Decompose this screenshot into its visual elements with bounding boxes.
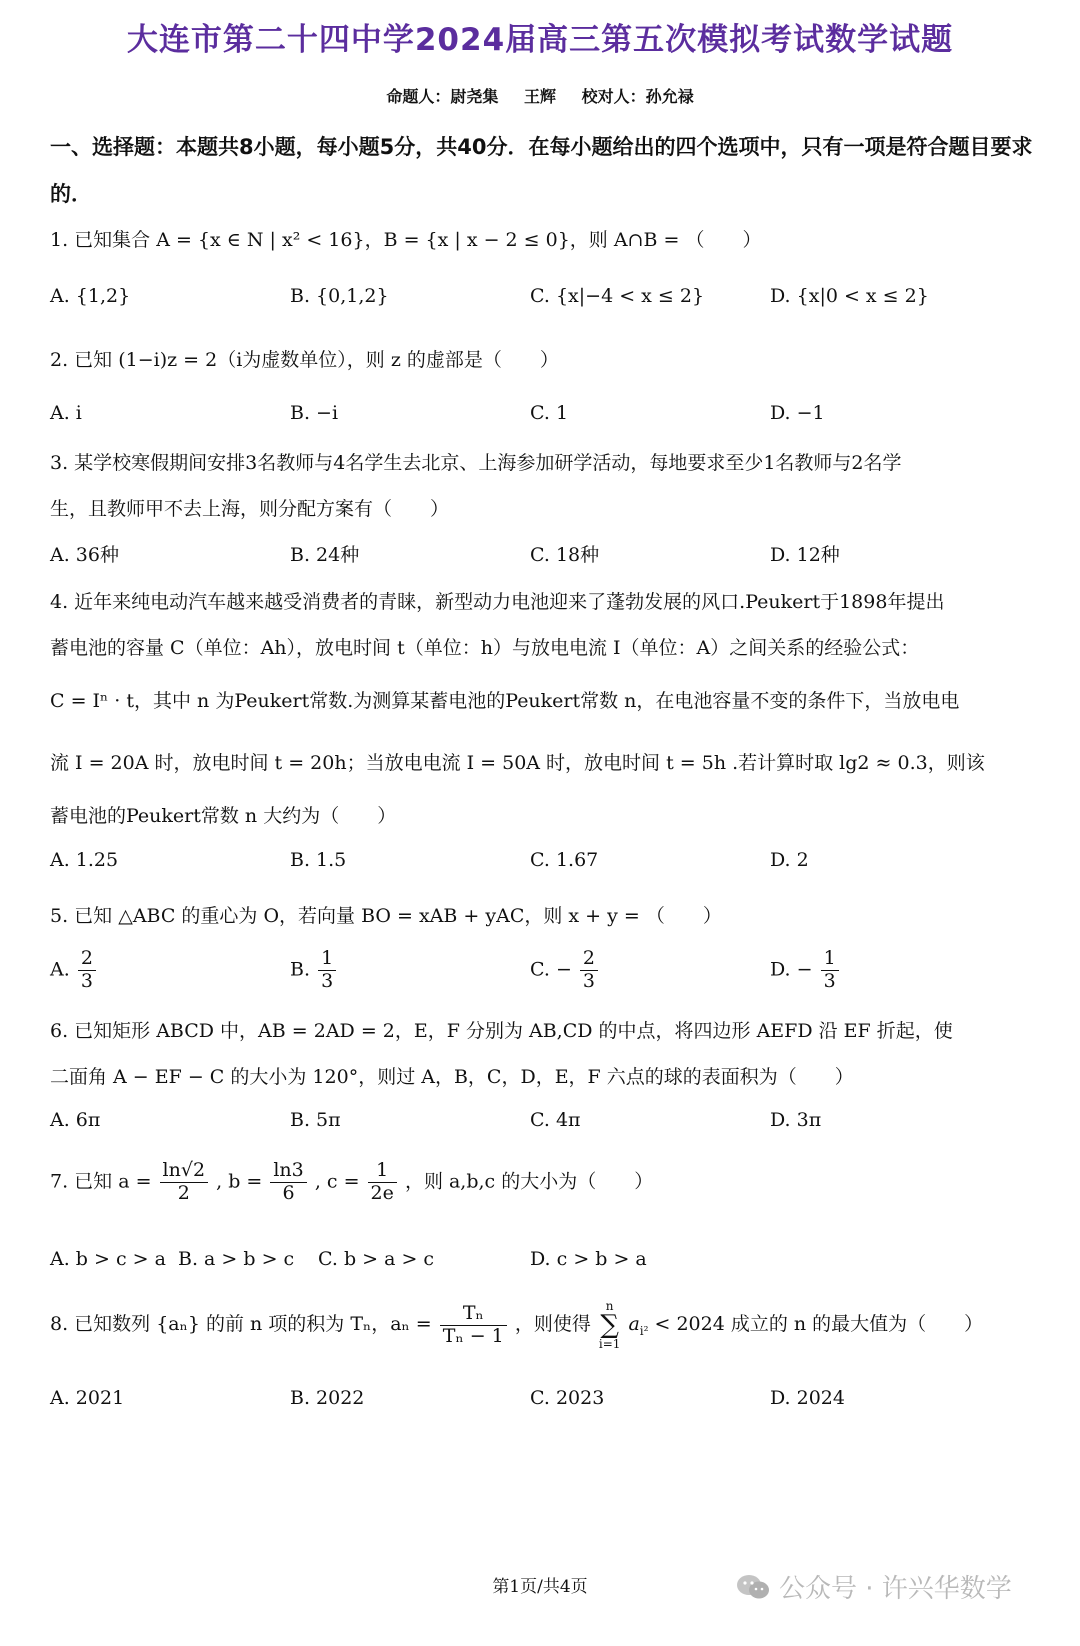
question-4-stem-line-4: 流 I = 20A 时，放电时间 t = 20h；当放电电流 I = 50A 时，放电时间 t = 5h .若计算时取 lg2 ≈ 0.3，则该 xyxy=(50,752,985,774)
stem-suffix: < 2024 成立的 n 的最大值为（ ） xyxy=(654,1313,984,1335)
fraction-denominator: 2 xyxy=(177,1181,190,1204)
question-3-stem-line-2: 生，且教师甲不去上海，则分配方案有（ ） xyxy=(50,498,450,520)
question-4-option-c: C. 1.67 xyxy=(530,849,599,871)
fraction xyxy=(78,948,96,993)
option-letter: C. − xyxy=(530,958,572,981)
question-6-option-c: C. 4π xyxy=(530,1109,581,1131)
authors-line xyxy=(0,84,1080,107)
question-1-option-d: D. {x|0 < x ≤ 2} xyxy=(770,285,929,307)
question-3-option-a: A. 36种 xyxy=(50,544,119,566)
question-2-option-b: B. −i xyxy=(290,402,339,424)
question-7-option-b: B. a > b > c xyxy=(178,1248,295,1270)
fraction-denominator: 3 xyxy=(582,969,595,992)
question-8-option-d: D. 2024 xyxy=(770,1387,845,1409)
question-3-option-b: B. 24种 xyxy=(290,544,360,566)
question-2-option-d: D. −1 xyxy=(770,402,825,424)
sum-term-subscript: i² xyxy=(639,1323,649,1338)
question-7-option-d: D. c > b > a xyxy=(530,1248,647,1270)
question-1-option-c: C. {x|−4 < x ≤ 2} xyxy=(530,285,705,307)
checker: 校对人：孙允禄 xyxy=(581,87,694,106)
question-8-option-a: A. 2021 xyxy=(50,1387,125,1409)
fraction-denominator: 6 xyxy=(282,1181,295,1204)
watermark-text: 公众号 · 许兴华数学 xyxy=(779,1574,1012,1604)
sum-symbol: ∑ xyxy=(600,1310,619,1340)
stem-prefix: 7. 已知 a = xyxy=(50,1170,152,1193)
wechat-icon xyxy=(735,1573,771,1601)
question-8-stem xyxy=(50,1300,1060,1350)
fraction-numerator: 1 xyxy=(368,1160,397,1183)
fraction xyxy=(440,1303,507,1348)
question-5-option-a xyxy=(50,948,98,993)
question-7-option-a: A. b > c > a xyxy=(50,1248,166,1270)
fraction-numerator: 2 xyxy=(580,948,598,971)
fraction-numerator: 2 xyxy=(78,948,96,971)
option-letter: A. xyxy=(50,958,70,981)
question-6-stem-line-2: 二面角 A − EF − C 的大小为 120°，则过 A，B，C，D，E，F 六点的球的表面积为（ ） xyxy=(50,1066,854,1088)
fraction-numerator: 1 xyxy=(318,948,336,971)
question-5-option-b xyxy=(290,948,338,993)
sum-upper-limit: n xyxy=(605,1299,614,1313)
question-4-option-d: D. 2 xyxy=(770,849,809,871)
stem-mid: ，则使得 xyxy=(514,1313,591,1335)
question-5-option-c xyxy=(530,948,600,993)
watermark xyxy=(735,1568,1012,1605)
question-6-option-b: B. 5π xyxy=(290,1109,341,1131)
sum-term: a xyxy=(628,1313,640,1335)
question-6-option-d: D. 3π xyxy=(770,1109,822,1131)
sum-lower-limit: i=1 xyxy=(598,1337,621,1351)
fraction xyxy=(580,948,598,993)
question-8-option-b: B. 2022 xyxy=(290,1387,365,1409)
separator-c: , c = xyxy=(314,1170,360,1193)
question-6-stem-line-1: 6. 已知矩形 ABCD 中，AB = 2AD = 2，E，F 分别为 AB,CD 的中点，将四边形 AEFD 沿 EF 折起，使 xyxy=(50,1020,953,1042)
question-4-stem-line-1: 4. 近年来纯电动汽车越来越受消费者的青睐，新型动力电池迎来了蓬勃发展的风口.Peukert于1898年提出 xyxy=(50,591,945,613)
question-5-option-d xyxy=(770,948,841,993)
question-6-option-a: A. 6π xyxy=(50,1109,101,1131)
section-heading: 一、选择题：本题共8小题，每小题5分，共40分．在每小题给出的四个选项中，只有一项是符合题目要求的． xyxy=(50,135,1033,206)
option-letter: B. xyxy=(290,958,311,981)
stem-suffix: ，则 a,b,c 的大小为（ ） xyxy=(404,1170,654,1193)
question-3-option-c: C. 18种 xyxy=(530,544,600,566)
question-1-option-a: A. {1,2} xyxy=(50,285,131,307)
question-5-stem: 5. 已知 △ABC 的重心为 O，若向量 BO = xAB + yAC，则 x + y = （ ） xyxy=(50,905,722,927)
question-2-stem: 2. 已知 (1−i)z = 2（i为虚数单位），则 z 的虚部是（ ） xyxy=(50,349,559,371)
summation xyxy=(599,1300,621,1350)
question-8-option-c: C. 2023 xyxy=(530,1387,605,1409)
question-4-stem-line-2: 蓄电池的容量 C（单位：Ah），放电时间 t（单位：h）与放电电流 I（单位：A）之间关系的经验公式： xyxy=(50,637,920,659)
fraction xyxy=(318,948,336,993)
question-4-option-b: B. 1.5 xyxy=(290,849,347,871)
fraction-denominator: 2e xyxy=(370,1181,394,1204)
question-4-stem-line-3: C = Iⁿ · t，其中 n 为Peukert常数.为测算某蓄电池的Peukert常数 n，在电池容量不变的条件下，当放电电 xyxy=(50,690,960,712)
option-letter: D. − xyxy=(770,958,813,981)
fraction-numerator: ln3 xyxy=(270,1160,306,1183)
separator-b: , b = xyxy=(216,1170,263,1193)
fraction-denominator: Tₙ − 1 xyxy=(442,1324,504,1347)
fraction-denominator: 3 xyxy=(823,969,836,992)
question-2-option-a: A. i xyxy=(50,402,82,424)
fraction-c xyxy=(368,1160,397,1205)
setter: 命题人：尉尧集 xyxy=(386,87,499,106)
page-title: 大连市第二十四中学2024届高三第五次模拟考试数学试题 xyxy=(126,22,954,58)
fraction-denominator: 3 xyxy=(80,969,93,992)
question-2-option-c: C. 1 xyxy=(530,402,569,424)
fraction-numerator: 1 xyxy=(821,948,839,971)
setter-2: 王辉 xyxy=(523,87,556,106)
fraction-denominator: 3 xyxy=(321,969,334,992)
fraction xyxy=(821,948,839,993)
stem-prefix: 8. 已知数列 {aₙ} 的前 n 项的积为 Tₙ，aₙ = xyxy=(50,1313,432,1335)
question-3-option-d: D. 12种 xyxy=(770,544,840,566)
page-footer: 第1页/共4页 xyxy=(492,1577,588,1597)
question-4-stem-line-5: 蓄电池的Peukert常数 n 大约为（ ） xyxy=(50,805,397,827)
question-3-stem-line-1: 3. 某学校寒假期间安排3名教师与4名学生去北京、上海参加研学活动，每地要求至少1名教师与2名学 xyxy=(50,452,902,474)
question-4-option-a: A. 1.25 xyxy=(50,849,119,871)
question-7-option-c: C. b > a > c xyxy=(318,1248,435,1270)
question-1-stem: 1. 已知集合 A = {x ∈ N | x² < 16}，B = {x | x − 2 ≤ 0}，则 A∩B = （ ） xyxy=(50,229,762,251)
fraction-numerator: Tₙ xyxy=(440,1303,507,1326)
question-1-option-b: B. {0,1,2} xyxy=(290,285,389,307)
fraction-b xyxy=(270,1160,306,1205)
question-7-stem xyxy=(50,1160,1060,1205)
fraction-a xyxy=(160,1160,209,1205)
fraction-numerator: ln√2 xyxy=(160,1160,209,1183)
